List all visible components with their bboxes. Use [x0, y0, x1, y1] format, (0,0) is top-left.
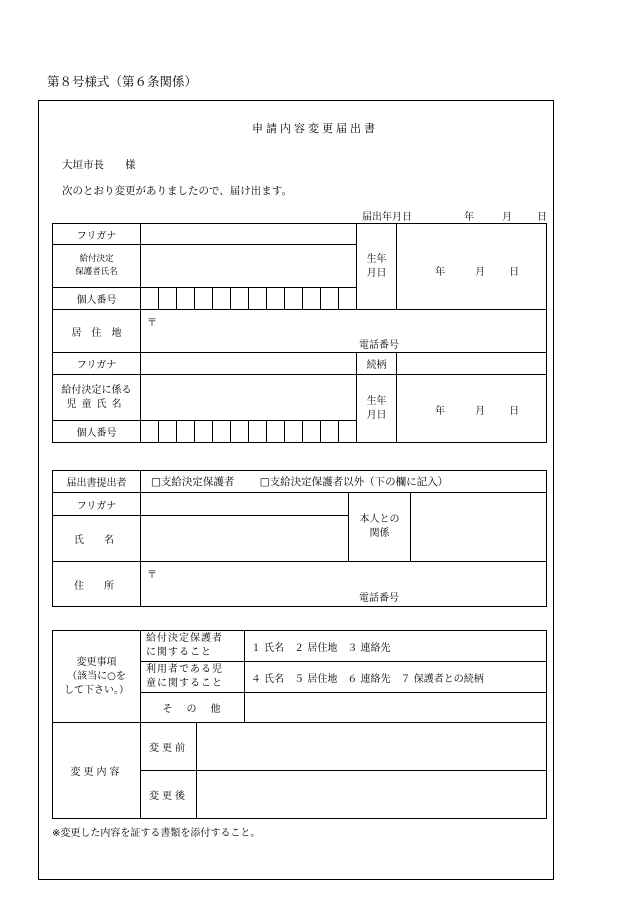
child-relation-field[interactable] [397, 353, 547, 375]
child-number-box[interactable] [141, 421, 159, 443]
change-items-label: 変更事項 （該当に○を して下さい。） [53, 631, 141, 723]
submitter-address-label: 住 所 [53, 562, 141, 607]
guardian-category-label: 給付決定保護者 に関すること [141, 631, 245, 662]
guardian-number-box[interactable] [249, 288, 267, 310]
guardian-number-box[interactable] [285, 288, 303, 310]
other-field[interactable] [245, 693, 547, 723]
date-label: 届出年月日 [362, 212, 412, 223]
submitter-phone-label: 電話番号 [359, 593, 399, 604]
submitter-option-guardian[interactable]: □支給決定保護者 [151, 476, 235, 488]
submitter-address-field[interactable] [141, 562, 547, 607]
child-number-box[interactable] [303, 421, 321, 443]
child-number-box[interactable] [267, 421, 285, 443]
guardian-number-label: 個人番号 [53, 288, 141, 310]
child-number-box[interactable] [321, 421, 339, 443]
guardian-furigana-field[interactable] [141, 224, 357, 245]
guardian-number-box[interactable] [141, 288, 159, 310]
child-number-box[interactable] [213, 421, 231, 443]
form-number: 第８号様式（第６条関係） [47, 74, 198, 89]
child-number-box[interactable] [285, 421, 303, 443]
child-birth-year: 年 [435, 406, 446, 417]
postal-mark: 〒 [147, 318, 157, 329]
guardian-birth-label: 生年 月日 [357, 224, 397, 310]
child-furigana-field[interactable] [141, 353, 357, 375]
other-label: そ の 他 [141, 693, 245, 723]
submitter-relation-field[interactable] [411, 493, 547, 562]
attachment-note: ※変更した内容を証する書類を添付すること。 [52, 828, 261, 839]
date-year: 年 [464, 212, 474, 223]
child-number-box[interactable] [195, 421, 213, 443]
guardian-number-box[interactable] [231, 288, 249, 310]
guardian-number-box[interactable] [159, 288, 177, 310]
child-birth-field[interactable] [397, 375, 547, 443]
guardian-number-box[interactable] [303, 288, 321, 310]
after-field[interactable] [197, 771, 547, 819]
before-field[interactable] [197, 723, 547, 771]
child-birth-month: 月 [475, 406, 486, 417]
guardian-child-table [52, 223, 547, 443]
child-number-box[interactable] [231, 421, 249, 443]
child-furigana-label: フリガナ [53, 353, 141, 375]
child-relation-label: 続柄 [357, 353, 397, 375]
guardian-number-box[interactable] [339, 288, 357, 310]
submitter-name-label: 氏 名 [53, 516, 141, 562]
guardian-number-box[interactable] [195, 288, 213, 310]
submitter-relation-label: 本人との 関係 [349, 493, 411, 562]
guardian-birth-field[interactable] [397, 224, 547, 310]
submitter-furigana-field[interactable] [141, 493, 349, 516]
intro-text: 次のとおり変更がありましたので、届け出ます。 [62, 185, 292, 197]
guardian-number-box[interactable] [267, 288, 285, 310]
child-number-label: 個人番号 [53, 421, 141, 443]
guardian-change-options[interactable]: １ 氏名 ２ 居住地 ３ 連絡先 [245, 631, 547, 662]
submitter-option-other[interactable]: □支給決定保護者以外（下の欄に記入） [259, 476, 449, 488]
guardian-number-box[interactable] [213, 288, 231, 310]
addressee: 大垣市長 様 [62, 159, 136, 171]
child-number-box[interactable] [339, 421, 357, 443]
guardian-name-label: 給付決定 保護者氏名 [53, 245, 141, 288]
child-number-box[interactable] [159, 421, 177, 443]
submitter-table [52, 470, 547, 607]
guardian-birth-day: 日 [509, 267, 520, 278]
child-birth-label: 生年 月日 [357, 375, 397, 443]
child-name-label: 給付決定に係る 児童氏名 [53, 375, 141, 421]
date-day: 日 [537, 212, 547, 223]
guardian-birth-month: 月 [475, 267, 486, 278]
user-change-options[interactable]: ４ 氏名 ５ 居住地 ６ 連絡先 ７ 保護者との続柄 [245, 662, 547, 693]
guardian-number-box[interactable] [177, 288, 195, 310]
date-month: 月 [502, 212, 512, 223]
before-label: 変更前 [141, 723, 197, 771]
submitter-name-field[interactable] [141, 516, 349, 562]
child-name-field[interactable] [141, 375, 357, 421]
guardian-birth-year: 年 [435, 267, 446, 278]
guardian-number-box[interactable] [321, 288, 339, 310]
postal-mark: 〒 [147, 570, 157, 581]
submitter-furigana-label: フリガナ [53, 493, 141, 516]
user-category-label: 利用者である児 童に関すること [141, 662, 245, 693]
guardian-phone-label: 電話番号 [359, 340, 399, 351]
change-content-label: 変更内容 [53, 723, 141, 819]
submitter-options[interactable] [141, 471, 547, 493]
child-birth-day: 日 [509, 406, 520, 417]
submitter-label: 届出書提出者 [53, 471, 141, 493]
after-label: 変更後 [141, 771, 197, 819]
child-number-box[interactable] [177, 421, 195, 443]
form-title: 申請内容変更届出書 [252, 122, 378, 135]
changes-table [52, 630, 547, 819]
guardian-address-field[interactable] [141, 310, 547, 353]
guardian-address-label: 居 住 地 [53, 310, 141, 353]
guardian-furigana-label: フリガナ [53, 224, 141, 245]
child-number-box[interactable] [249, 421, 267, 443]
guardian-name-field[interactable] [141, 245, 357, 288]
